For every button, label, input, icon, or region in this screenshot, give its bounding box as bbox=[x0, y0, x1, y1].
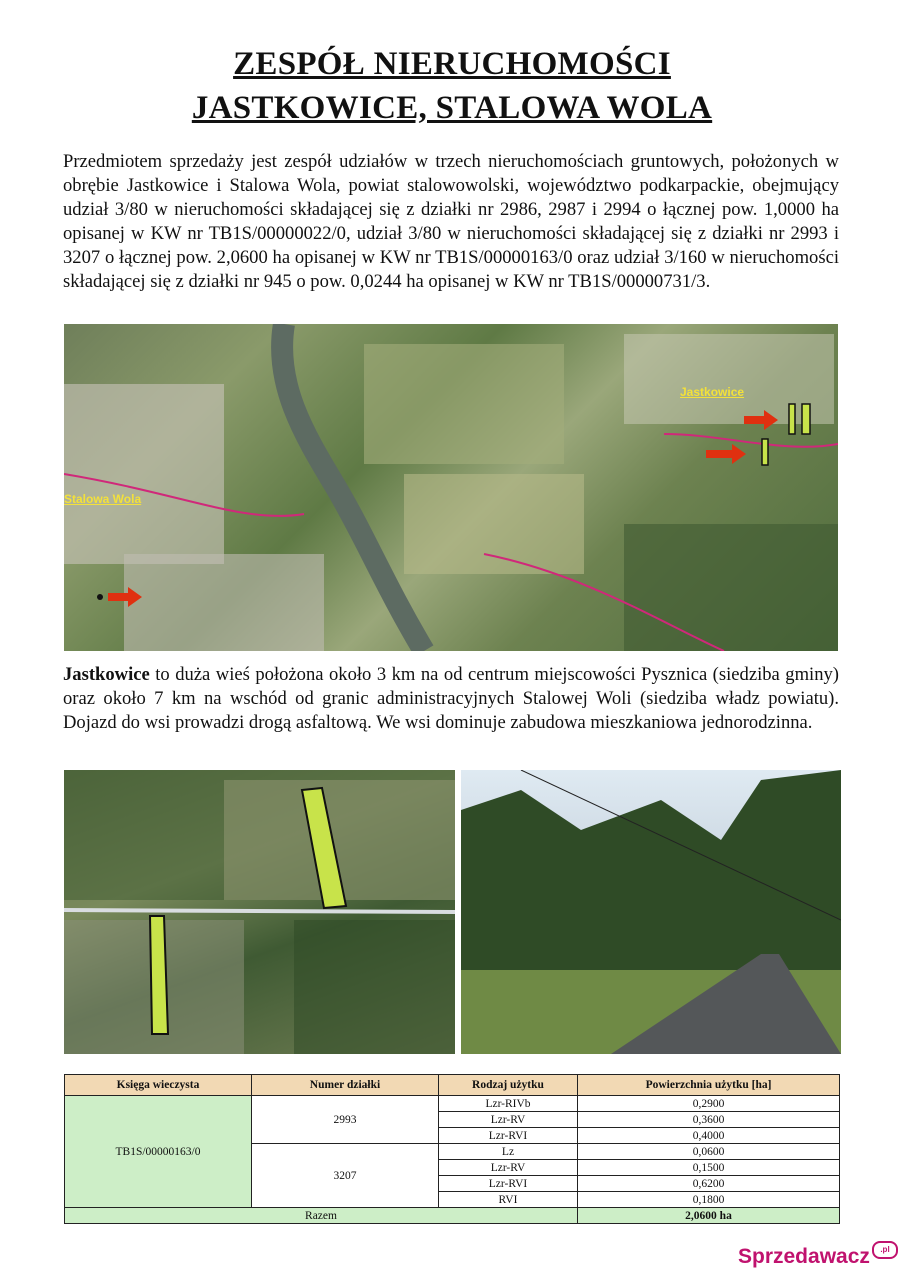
land-type-cell: Lzr-RVI bbox=[439, 1176, 578, 1192]
arrow-icon bbox=[706, 444, 746, 464]
land-type-cell: Lzr-RVI bbox=[439, 1128, 578, 1144]
total-row bbox=[65, 1208, 840, 1224]
sprzedawacz-logo[interactable] bbox=[738, 1245, 890, 1269]
aerial-closeup-photo bbox=[64, 770, 455, 1054]
forest-drawing bbox=[461, 770, 841, 1054]
description-paragraph bbox=[63, 663, 839, 735]
forest-road-photo bbox=[461, 770, 841, 1054]
area-cell: 0,1800 bbox=[578, 1192, 840, 1208]
description-bold: Jastkowice bbox=[63, 664, 150, 685]
logo-suffix: .pl bbox=[872, 1241, 898, 1259]
land-type-cell: Lzr-RV bbox=[439, 1160, 578, 1176]
document-title-line2: JASTKOWICE, STALOWA WOLA bbox=[191, 90, 713, 126]
land-use-table bbox=[64, 1074, 840, 1224]
plot-number-cell: 3207 bbox=[252, 1144, 439, 1208]
land-type-cell: Lzr-RV bbox=[439, 1112, 578, 1128]
total-label: Razem bbox=[65, 1208, 578, 1224]
total-value: 2,0600 ha bbox=[578, 1208, 840, 1224]
land-type-cell: RVI bbox=[439, 1192, 578, 1208]
map-label-stalowa-wola: Stalowa Wola bbox=[64, 492, 142, 506]
description-text: to duża wieś położona około 3 km na od centrum miejscowości Pysznica (siedziba gminy) oraz około 7 km na wschód od granic administracyjnych Stalowej Woli (siedziba władz powiatu). Dojazd do wsi prowadzi drogą asfaltową. We wsi dominuje zabudowa mieszkaniowa jednorodzinna. bbox=[63, 664, 839, 733]
header-area: Powierzchnia użytku [ha] bbox=[578, 1075, 840, 1096]
document-title-line1: ZESPÓŁ NIERUCHOMOŚCI bbox=[233, 46, 671, 82]
header-land-type: Rodzaj użytku bbox=[439, 1075, 578, 1096]
intro-paragraph: Przedmiotem sprzedaży jest zespół udziałów w trzech nieruchomościach gruntowych, położonych w obrębie Jastkowice i Stalowa Wola, powiat stalowowolski, województwo podkarpackie, obejmujący udział 3/80 w nieruchomości składającej się z działki nr 2986, 2987 i 2994 o łącznej pow. 1,0000 ha opisanej w KW nr TB1S/00000022/0, udział 3/80 w nieruchomości składającej się z działki nr 2993 i 3207 o łącznej pow. 2,0600 ha opisanej w KW nr TB1S/00000163/0 oraz udział 3/160 w nieruchomości składającej się z działki nr 945 o pow. 0,0244 ha opisanej w KW nr TB1S/00000731/3. bbox=[63, 151, 839, 292]
closeup-drawing bbox=[64, 770, 455, 1054]
area-cell: 0,2900 bbox=[578, 1096, 840, 1112]
header-kw: Księga wieczysta bbox=[65, 1075, 252, 1096]
area-cell: 0,1500 bbox=[578, 1160, 840, 1176]
header-plot-number: Numer działki bbox=[252, 1075, 439, 1096]
land-type-cell: Lz bbox=[439, 1144, 578, 1160]
table-header-row bbox=[65, 1075, 840, 1096]
area-cell: 0,6200 bbox=[578, 1176, 840, 1192]
land-type-cell: Lzr-RIVb bbox=[439, 1096, 578, 1112]
plot-number-cell: 2993 bbox=[252, 1096, 439, 1144]
table-row bbox=[65, 1096, 840, 1112]
area-cell: 0,0600 bbox=[578, 1144, 840, 1160]
kw-cell: TB1S/00000163/0 bbox=[65, 1096, 252, 1208]
aerial-overview-map bbox=[64, 324, 838, 651]
map-label-jastkowice: Jastkowice bbox=[680, 385, 745, 399]
area-cell: 0,4000 bbox=[578, 1128, 840, 1144]
map-drawing bbox=[64, 324, 838, 651]
area-cell: 0,3600 bbox=[578, 1112, 840, 1128]
logo-text: Sprzedawacz bbox=[738, 1245, 870, 1268]
